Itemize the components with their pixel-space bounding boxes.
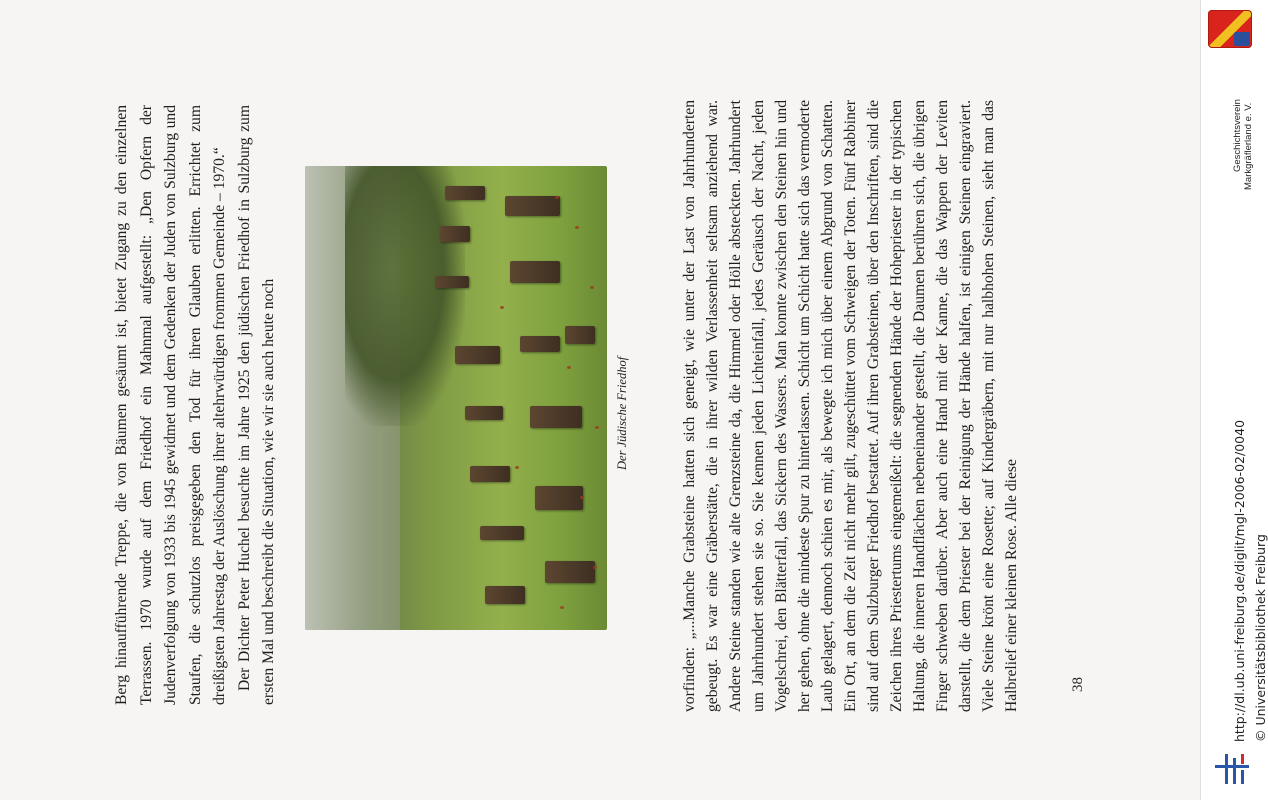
paragraph-3: vorfinden: „...Manche Grabsteine hatten sich geneigt, wie unter der Last von Jahrhunderten gebeugt. Es war eine Gräberstätte, die in ihrer wilden Verlassenheit seltsam anziehend war. Andere Steine standen wie alte Grenzsteine da, die Himmel oder Hölle absteckten. Jahrhundert um Jahrhundert stehen sie so. Sie kennen jeden Lichteinfall, jedes Geräusch der Nacht, jeden Vogelschrei, den Blätterfall, das Sickern des Wassers. Man konnte zwischen den Steinen hin und her gehen, ohne die mindeste Spur zu hinterlassen. Schicht um Schicht hatte sich das vermoderte Laub gelagert, dennoch schien es mir, als bewegte ich mich über einem Abgrund von Schatten. Ein Ort, an dem die Zeit nicht mehr gilt, zugeschüttet vom Schweigen der Toten. Fünf Rabbiner sind auf dem Sulzburger Friedhof bestattet. Auf ihren Grabsteinen, über den Inschriften, sind die Zeichen ihres Priestertums eingemeißelt: die segnenden Hände der Hohepriester in der typischen Haltung, die inneren Handflächen nebeneinander gestellt, die Daumen berühren sich, die übrigen Finger schweben darüber. Aber auch eine Hand mit der Kanne, die das Wappen der Leviten darstellt, die dem Priester bei der Reinigung der Hände halfen, ist einigen Steinen eingraviert. Viele Steine krönt eine Rosette; auf Kindergräbern, mit nur halbhohen Steinen, sieht man das Halbrelief einer kleinen Rose. Alle diese [681, 100, 1020, 712]
coat-of-arms-shield [1234, 32, 1250, 46]
photo-caption: Der Jüdische Friedhof [615, 356, 629, 470]
paragraph-1: Berg hinaufführende Treppe, die von Bäumen gesäumt ist, bietet Zugang zu den einzelnen Terrassen. 1970 wurde auf dem Friedhof ein Mahnmal aufgestellt: „Den Opfern der Judenverfolgung von 1933 bis 1945 gewidmet und dem Gedenken der Juden von Sulzburg und Staufen, die schutzlos preisgegeben den Tod für ihren Glauben erlitten. Errichtet zum dreißigsten Jahrestag der Auslöschung ihrer altehrwürdigen frommen Gemeinde – 1970.“ [113, 105, 228, 705]
text-column-top [110, 105, 282, 705]
university-library-logo-icon [1213, 750, 1253, 786]
text-column-bottom [678, 100, 1023, 712]
permalink-url[interactable]: http://dl.ub.uni-freiburg.de/diglit/mgl-2006-02/0040 [1232, 419, 1247, 742]
society-coat-of-arms-icon [1208, 10, 1252, 48]
society-name-line1: Geschichtsverein [1232, 99, 1243, 172]
paragraph-2: Der Dichter Peter Huchel besuchte im Jahre 1925 den jüdischen Friedhof in Sulzburg zum ersten Mal und beschreibt die Situation, wie wir sie auch heute noch [235, 105, 277, 705]
page-number: 38 [1070, 677, 1086, 692]
photo-trees [345, 166, 465, 426]
cemetery-photo [305, 166, 607, 630]
copyright-notice: © Universitätsbibliothek Freiburg [1253, 534, 1268, 742]
society-name-line2: Markgräflerland e. V. [1243, 102, 1254, 190]
